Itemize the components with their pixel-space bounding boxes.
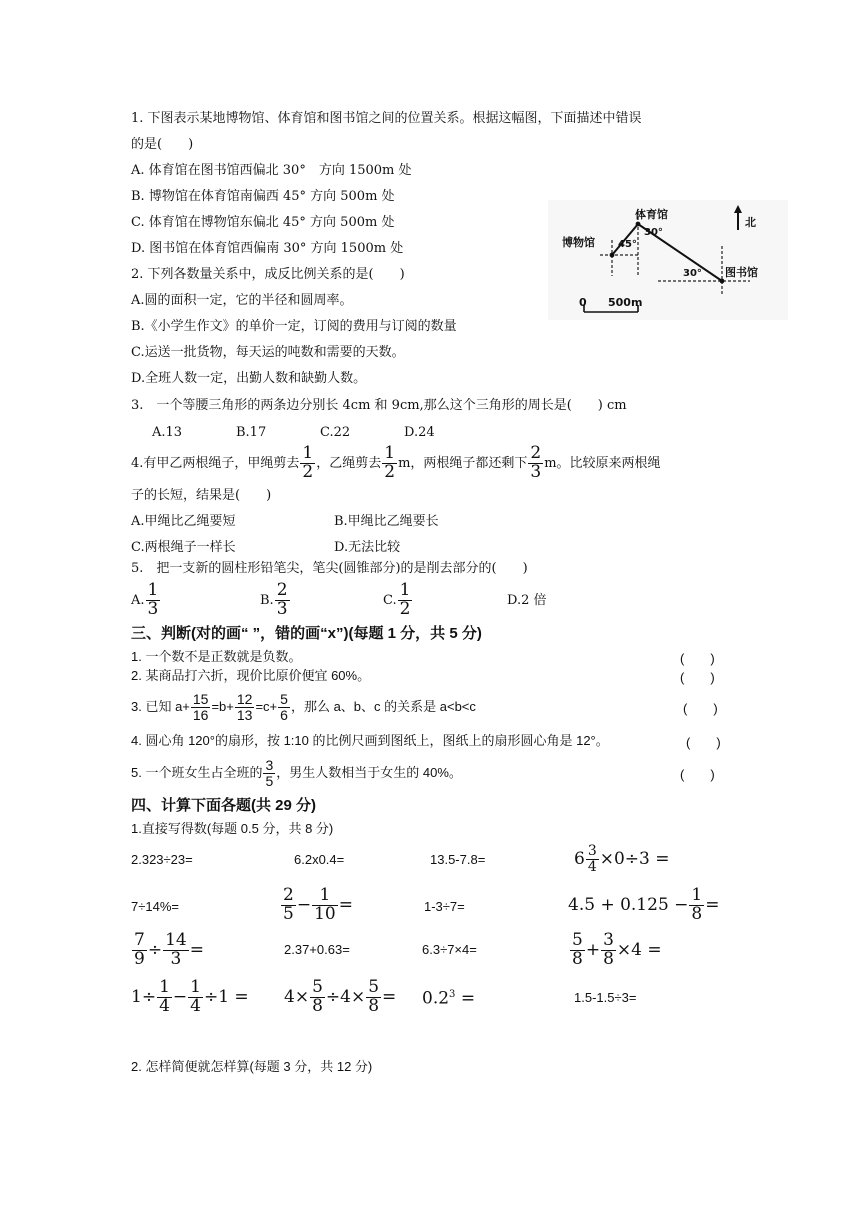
- gym-label: 体育馆: [635, 208, 668, 221]
- judge-item-3: 3. 已知 a+ $\frac{15}{16}$ =b+ $\frac{12}{13}$ =c+ $\frac{5}{6}$ ，那么 a、b、c 的关系是 a<b<c: [131, 691, 476, 724]
- calc-3: 13.5-7.8=: [430, 852, 486, 867]
- calc-14: 4× $\frac{5}{8}$ ÷4× $\frac{5}{8}$ =: [284, 977, 397, 1016]
- judge-answer-4: ( ): [686, 735, 721, 750]
- calc-9: $\frac{7}{9}$ ÷ $\frac{14}{3}$ =: [134, 930, 204, 969]
- part4-title: 四、计算下面各题(共 29 分): [131, 797, 317, 814]
- calc-8: 4.5 + 0.125 − $\frac{1}{8}$ =: [568, 885, 720, 924]
- judge-item-4: 4. 圆心角 120°的扇形，按 1:10 的比例尺画到图纸上，图纸上的扇形圆心角是 12°。: [131, 733, 609, 748]
- calc-15: $0.2^3$ =: [422, 988, 476, 1009]
- calc-6: $\frac{2}{5}$ − $\frac{1}{10}$ =: [283, 885, 353, 924]
- calc-10: 2.37+0.63=: [284, 942, 350, 957]
- q5-option-d: D.2 倍: [507, 593, 547, 608]
- q1-option-c: C. 体育馆在博物馆东偏北 45° 方向 500m 处: [131, 215, 395, 230]
- part4-sub2: 2. 怎样简便就怎样算(每题 3 分，共 12 分): [131, 1059, 373, 1074]
- calc-1: 2.323÷23=: [131, 852, 193, 867]
- calc-12: $\frac{5}{8}$ + $\frac{3}{8}$ ×4 =: [572, 930, 662, 969]
- q5-option-a: A. $\frac{1}{3}$: [131, 580, 159, 619]
- calc-16: 1.5-1.5÷3=: [574, 990, 637, 1005]
- part4-sub1: 1.直接写得数(每题 0.5 分，共 8 分): [131, 821, 334, 836]
- q4-fraction-2: $\frac{1}{2}$: [384, 443, 396, 482]
- judge-answer-3: ( ): [683, 701, 718, 716]
- museum-angle-label: 45°: [618, 239, 637, 250]
- judge-answer-1: ( ): [680, 651, 715, 666]
- q3-option-b: B.17: [236, 425, 267, 440]
- calc-5: 7÷14%=: [131, 899, 179, 914]
- q2-option-d: D.全班人数一定，出勤人数和缺勤人数。: [131, 371, 367, 386]
- calc-13: 1÷ $\frac{1}{4}$ − $\frac{1}{4}$ ÷1 =: [131, 977, 249, 1016]
- q2-option-a: A.圆的面积一定，它的半径和圆周率。: [131, 293, 353, 308]
- calc-4: 6 $\frac{3}{4}$ ×0÷3 =: [574, 843, 670, 875]
- scale-distance-label: 500m: [608, 296, 643, 309]
- q4-option-b: B.甲绳比乙绳要长: [334, 514, 439, 529]
- q2-option-b: B.《小学生作文》的单价一定，订阅的费用与订阅的数量: [131, 319, 457, 334]
- q1-stem-line1: 1. 下图表示某地博物馆、体育馆和图书馆之间的位置关系。根据这幅图，下面描述中错误: [131, 111, 642, 126]
- q5-option-c: C. $\frac{1}{2}$: [383, 580, 411, 619]
- judge-answer-2: ( ): [680, 670, 715, 685]
- q3-stem: 3. 一个等腰三角形的两条边分别长 4cm 和 9cm,那么这个三角形的周长是( ) cm: [131, 398, 627, 413]
- q4-fraction-1: $\frac{1}{2}$: [302, 443, 314, 482]
- calc-11: 6.3÷7×4=: [422, 942, 477, 957]
- scale-zero-label: 0: [579, 296, 587, 309]
- calc-2: 6.2x0.4=: [294, 852, 345, 867]
- q4-fraction-3: $\frac{2}{3}$: [530, 443, 542, 482]
- q4-stem-line2: 子的长短，结果是( ): [131, 488, 272, 503]
- location-map-diagram: [548, 200, 788, 320]
- q2-option-c: C.运送一批货物，每天运的吨数和需要的天数。: [131, 345, 405, 360]
- judge-item-2: 2. 某商品打六折，现价比原价便宜 60%。: [131, 668, 371, 683]
- q4-option-a: A.甲绳比乙绳要短: [131, 514, 236, 529]
- north-label: 北: [745, 216, 756, 229]
- judge-item-5: 5. 一个班女生占全班的 $\frac{3}{5}$ ，男生人数相当于女生的 40%。: [131, 757, 462, 790]
- part3-title: 三、判断(对的画“ ”，错的画“x”)(每题 1 分，共 5 分): [131, 625, 482, 642]
- q1-option-a: A. 体育馆在图书馆西偏北 30° 方向 1500m 处: [131, 163, 412, 178]
- gym-angle-label: 30°: [644, 227, 663, 238]
- judge-answer-5: ( ): [680, 767, 715, 782]
- q3-option-c: C.22: [320, 425, 351, 440]
- calc-7: 1-3÷7=: [424, 899, 465, 914]
- q1-option-b: B. 博物馆在体育馆南偏西 45° 方向 500m 处: [131, 189, 395, 204]
- q2-stem: 2. 下列各数量关系中，成反比例关系的是( ): [131, 267, 405, 282]
- library-angle-label: 30°: [683, 268, 702, 279]
- q1-option-d: D. 图书馆在体育馆西偏南 30° 方向 1500m 处: [131, 241, 404, 256]
- q4-option-d: D.无法比较: [334, 540, 401, 555]
- library-label: 图书馆: [725, 266, 758, 279]
- q3-option-a: A.13: [152, 425, 183, 440]
- q1-stem-line2: 的是( ): [131, 137, 194, 152]
- q4-stem-line1: 4.有甲乙两根绳子，甲绳剪去 $\frac{1}{2}$ ，乙绳剪去 $\frac{1}{2}$ m，两根绳子都还剩下 $\frac{2}{3}$ m。比较原来两根绳: [131, 443, 661, 482]
- q5-stem: 5. 把一支新的圆柱形铅笔尖，笔尖(圆锥部分)的是削去部分的( ): [131, 561, 528, 576]
- q3-option-d: D.24: [404, 425, 435, 440]
- q5-option-b: B. $\frac{2}{3}$: [260, 580, 288, 619]
- museum-label: 博物馆: [562, 236, 595, 249]
- q4-option-c: C.两根绳子一样长: [131, 540, 236, 555]
- judge-item-1: 1. 一个数不是正数就是负数。: [131, 649, 302, 664]
